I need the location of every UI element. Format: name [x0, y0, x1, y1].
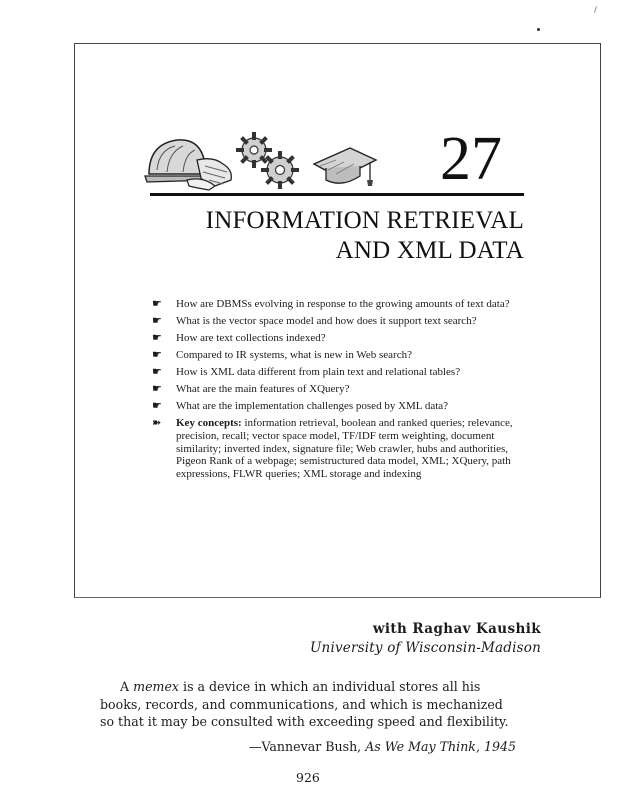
- question-item: [152, 400, 532, 413]
- question-text: How are DBMSs evolving in response to the growing amounts of text data?: [176, 298, 510, 310]
- pointing-hand-icon: ☛: [152, 315, 162, 327]
- question-text: What is the vector space model and how does it support text search?: [176, 315, 477, 327]
- hardhat-gloves-icon: [143, 130, 235, 192]
- question-text: What are the main features of XQuery?: [176, 383, 350, 395]
- question-text: Compared to IR systems, what is new in Web search?: [176, 349, 412, 361]
- question-text: What are the implementation challenges posed by XML data?: [176, 400, 449, 412]
- epigraph-term: memex: [133, 679, 180, 694]
- scan-mark: [594, 6, 597, 13]
- question-item: [152, 349, 532, 362]
- question-item: [152, 366, 532, 379]
- gears-icon: [228, 130, 304, 192]
- attribution-work: As We May Think, 1945: [365, 739, 516, 754]
- chapter-title-line2: AND XML DATA: [335, 237, 524, 264]
- epigraph-attribution: [249, 739, 516, 754]
- author-byline: with Raghav Kaushik: [372, 621, 541, 637]
- question-item: [152, 315, 532, 328]
- pointing-hand-icon: ☛: [152, 366, 162, 378]
- chapter-number: 27: [440, 125, 502, 193]
- question-item: [152, 383, 532, 396]
- question-text: How are text collections indexed?: [176, 332, 326, 344]
- pointing-hand-icon: ☛: [152, 332, 162, 344]
- question-item: [152, 298, 532, 311]
- page-number: 926: [296, 770, 320, 785]
- epigraph-text: is a device in which an individual stores all his books, records, and communications, and which is mechanized so that it may be consulted with exceeding speed and flexibility.: [100, 679, 509, 729]
- pointing-hand-icon: ☛: [152, 400, 162, 412]
- graduation-cap-icon: [310, 130, 378, 192]
- epigraph-quote: [100, 678, 520, 731]
- chapter-questions: [152, 298, 532, 481]
- pointing-hand-icon: ☛: [152, 298, 162, 310]
- chapter-title-line1: INFORMATION RETRIEVAL: [205, 207, 524, 234]
- question-text: How is XML data different from plain text and relational tables?: [176, 366, 461, 378]
- chapter-title: [206, 206, 524, 266]
- key-concepts-text: information retrieval, boolean and ranked queries; relevance, precision, recall; vector space model, TF/IDF term weighting, document similarity; inverted index, signature file; Web crawler, hubs and authorities, Pigeon Rank of a webpage; semistructured data model, XML; XQuery, path expressions, FLWR queries; XML storage and indexing: [176, 417, 513, 481]
- question-item: [152, 332, 532, 345]
- scan-dot: [537, 28, 540, 31]
- author-block: [310, 620, 541, 658]
- pointing-hand-icon: ☛: [152, 383, 162, 395]
- key-concepts: [152, 417, 532, 481]
- arrow-bullet-icon: ➽: [152, 417, 162, 429]
- epigraph: [100, 678, 520, 731]
- author-affiliation: University of Wisconsin-Madison: [309, 640, 541, 656]
- pointing-hand-icon: ☛: [152, 349, 162, 361]
- key-concepts-label: Key concepts:: [176, 417, 242, 429]
- attribution-author: —Vannevar Bush,: [248, 739, 362, 754]
- epigraph-prefix: A: [120, 679, 130, 694]
- title-rule: [150, 193, 524, 196]
